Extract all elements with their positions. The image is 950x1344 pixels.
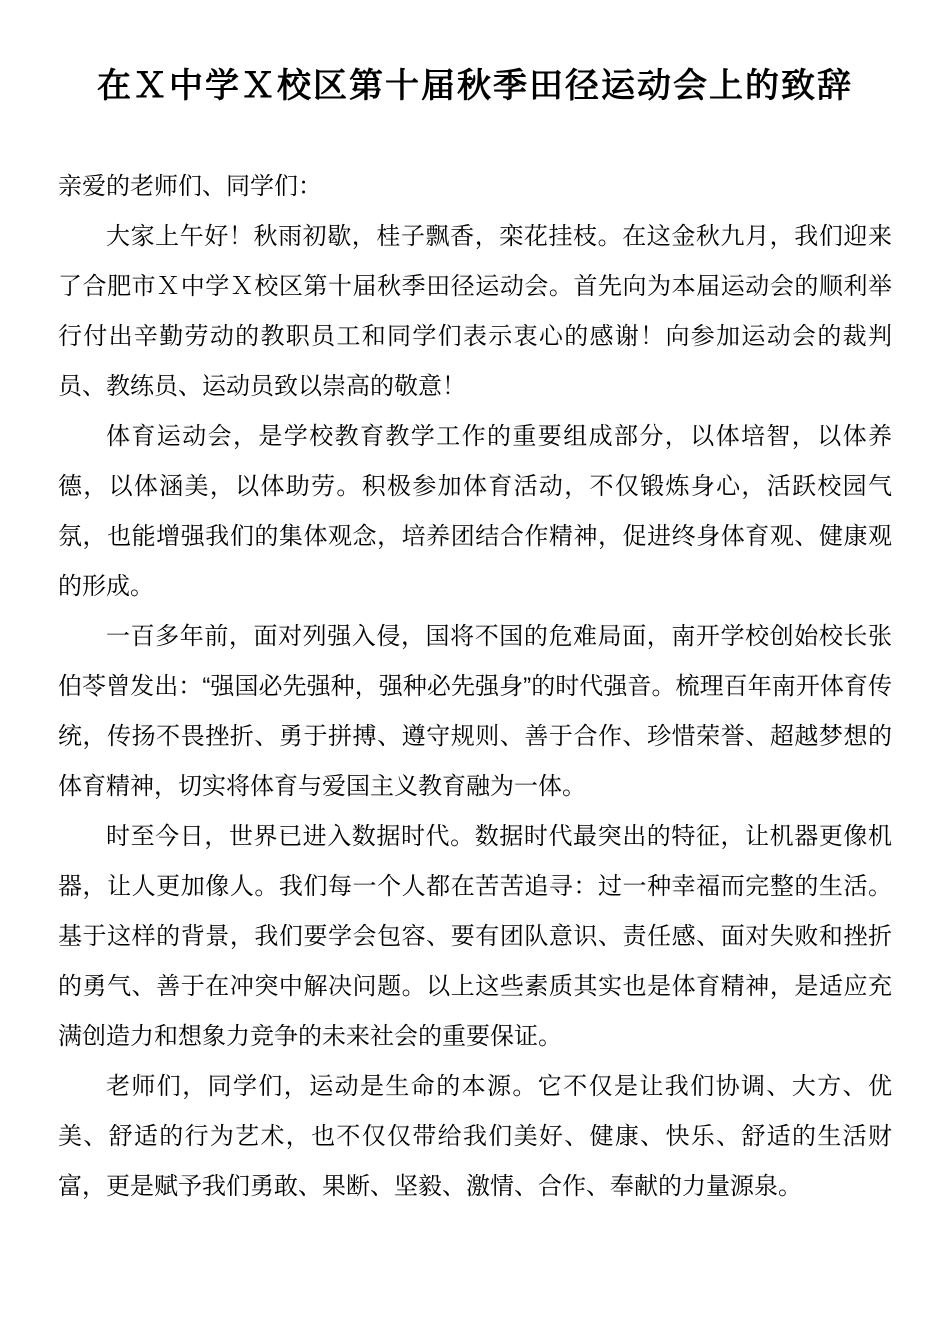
document-title: 在Ｘ中学Ｘ校区第十届秋季田径运动会上的致辞 [97,67,853,105]
paragraph-1: 大家上午好！秋雨初歇，桂子飘香，栾花挂枝。在这金秋九月，我们迎来了合肥市Ｘ中学Ｘ校区第十届秋季田径运动会。首先向为本届运动会的顺利举行付出辛勤劳动的教职员工和同学们表示衷心的感谢！向参加运动会的裁判员、教练员、运动员致以崇高的敬意！ [58,223,892,400]
document-body [58,162,892,1212]
paragraph-2: 体育运动会，是学校教育教学工作的重要组成部分，以体培智，以体养德，以体涵美，以体助劳。积极参加体育活动，不仅锻炼身心，活跃校园气氛，也能增强我们的集体观念，培养团结合作精神，促进终身体育观、健康观的形成。 [58,423,892,600]
paragraph-3: 一百多年前，面对列强入侵，国将不国的危难局面，南开学校创始校长张伯苓曾发出：“强国必先强种，强种必先强身”的时代强音。梳理百年南开体育传统，传扬不畏挫折、勇于拼搏、遵守规则、善于合作、珍惜荣誉、超越梦想的体育精神，切实将体育与爱国主义教育融为一体。 [58,623,892,800]
paragraph-4: 时至今日，世界已进入数据时代。数据时代最突出的特征，让机器更像机器，让人更加像人。我们每一个人都在苦苦追寻：过一种幸福而完整的生活。基于这样的背景，我们要学会包容、要有团队意识、责任感、面对失败和挫折的勇气、善于在冲突中解决问题。以上这些素质其实也是体育精神，是适应充满创造力和想象力竞争的未来社会的重要保证。 [58,823,892,1050]
salutation-line: 亲爱的老师们、同学们： [58,173,322,200]
paragraph-5: 老师们，同学们，运动是生命的本源。它不仅是让我们协调、大方、优美、舒适的行为艺术，也不仅仅带给我们美好、健康、快乐、舒适的生活财富，更是赋予我们勇敢、果断、坚毅、激情、合作、奉献的力量源泉。 [58,1073,892,1200]
